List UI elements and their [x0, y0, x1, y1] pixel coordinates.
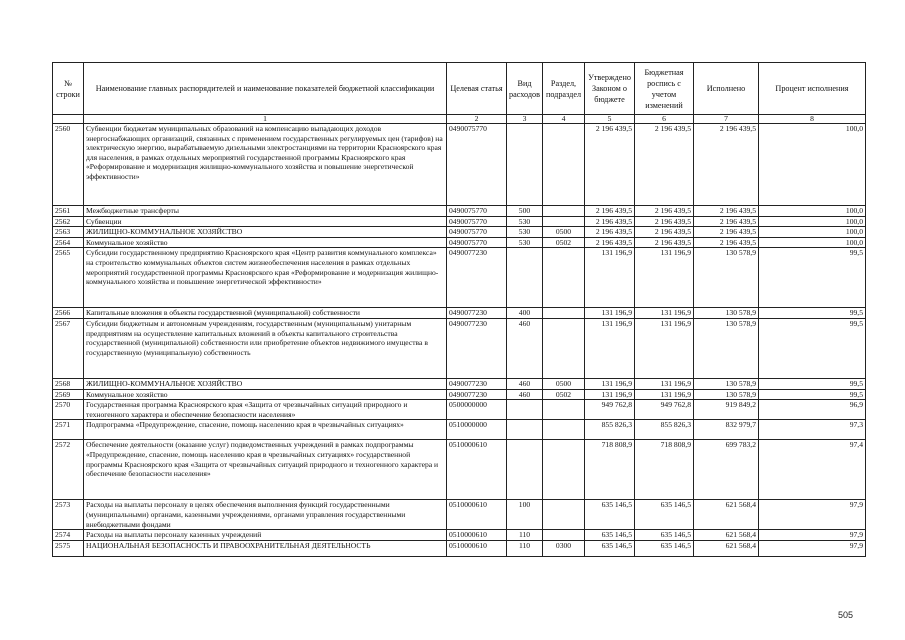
row-number: 2566: [53, 308, 84, 319]
row-percent: 99,5: [759, 378, 866, 389]
row-executed-amount: 2 196 439,5: [694, 124, 759, 206]
row-executed-amount: 621 568,4: [694, 540, 759, 556]
row-executed-amount: 2 196 439,5: [694, 206, 759, 217]
header-target-article: Целевая статья: [447, 63, 507, 115]
row-percent: 99,5: [759, 248, 866, 308]
table-row: [53, 389, 866, 400]
row-target-article: 0490077230: [447, 378, 507, 389]
row-expense-type: 110: [507, 540, 543, 556]
row-budget-amount: 131 196,9: [635, 318, 694, 378]
table-row: [53, 420, 866, 440]
row-number: 2565: [53, 248, 84, 308]
header-name: Наименование главных распорядителей и наименование показателей бюджетной классификации: [84, 63, 447, 115]
budget-table: [52, 62, 866, 557]
row-expense-type: 530: [507, 227, 543, 238]
row-approved-amount: 131 196,9: [585, 308, 635, 319]
row-approved-amount: 718 808,9: [585, 440, 635, 500]
row-approved-amount: 2 196 439,5: [585, 237, 635, 248]
row-executed-amount: 699 783,2: [694, 440, 759, 500]
row-expense-type: 530: [507, 237, 543, 248]
row-target-article: 0490077230: [447, 248, 507, 308]
row-number: 2568: [53, 378, 84, 389]
row-percent: 96,9: [759, 400, 866, 420]
row-number: 2561: [53, 206, 84, 217]
row-percent: 99,5: [759, 308, 866, 319]
header-percent: Процент исполнения: [759, 63, 866, 115]
row-executed-amount: 130 578,9: [694, 248, 759, 308]
row-approved-amount: 635 146,5: [585, 500, 635, 530]
row-executed-amount: 130 578,9: [694, 318, 759, 378]
row-name: Субсидии бюджетным и автономным учреждениям, государственным (муниципальным) унитарным предприятиям на осуществление капитальных вложений в объекты капитального строительства государственной (муниципальной) собственности или приобретение объектов недвижимого имущества в государственную (муниципальную) собственность: [84, 318, 447, 378]
row-name: Расходы на выплаты персоналу казенных учреждений: [84, 530, 447, 541]
row-number: 2571: [53, 420, 84, 440]
column-number: [53, 115, 84, 124]
row-approved-amount: 131 196,9: [585, 248, 635, 308]
row-approved-amount: 949 762,8: [585, 400, 635, 420]
row-percent: 99,5: [759, 389, 866, 400]
column-number: 1: [84, 115, 447, 124]
row-expense-type: [507, 420, 543, 440]
row-number: 2567: [53, 318, 84, 378]
row-budget-amount: 855 826,3: [635, 420, 694, 440]
row-target-article: 0510000000: [447, 420, 507, 440]
page-number: 505: [837, 610, 853, 620]
row-name: ЖИЛИЩНО-КОММУНАЛЬНОЕ ХОЗЯЙСТВО: [84, 378, 447, 389]
row-percent: 97,4: [759, 440, 866, 500]
row-approved-amount: 2 196 439,5: [585, 216, 635, 227]
row-budget-amount: 635 146,5: [635, 540, 694, 556]
row-percent: 100,0: [759, 227, 866, 238]
table-row: [53, 308, 866, 319]
row-number: 2575: [53, 540, 84, 556]
row-section: 0502: [543, 237, 585, 248]
column-number: 2: [447, 115, 507, 124]
row-section: [543, 216, 585, 227]
row-name: Государственная программа Красноярского края «Защита от чрезвычайных ситуаций природного и техногенного характера и обеспечение безопасности населения»: [84, 400, 447, 420]
row-expense-type: [507, 440, 543, 500]
row-budget-amount: 2 196 439,5: [635, 206, 694, 217]
row-budget-amount: 2 196 439,5: [635, 237, 694, 248]
row-approved-amount: 131 196,9: [585, 378, 635, 389]
column-number: 3: [507, 115, 543, 124]
column-number: 4: [543, 115, 585, 124]
row-approved-amount: 2 196 439,5: [585, 227, 635, 238]
row-percent: 97,3: [759, 420, 866, 440]
row-number: 2560: [53, 124, 84, 206]
row-name: ЖИЛИЩНО-КОММУНАЛЬНОЕ ХОЗЯЙСТВО: [84, 227, 447, 238]
row-target-article: 0500000000: [447, 400, 507, 420]
row-number: 2572: [53, 440, 84, 500]
row-executed-amount: 2 196 439,5: [694, 227, 759, 238]
row-name: Обеспечение деятельности (оказание услуг) подведомственных учреждений в рамках подпрограммы «Предупреждение, спасение, помощь населению края в чрезвычайных ситуациях» государственной программы Красноярского края «Защита от чрезвычайных ситуаций природного и техногенного характера и обеспечение безопасности населения»: [84, 440, 447, 500]
row-percent: 97,9: [759, 500, 866, 530]
row-section: [543, 318, 585, 378]
row-target-article: 0490075770: [447, 124, 507, 206]
row-number: 2563: [53, 227, 84, 238]
row-name: Коммунальное хозяйство: [84, 237, 447, 248]
row-executed-amount: 130 578,9: [694, 378, 759, 389]
row-budget-amount: 131 196,9: [635, 378, 694, 389]
row-budget-amount: 131 196,9: [635, 308, 694, 319]
row-expense-type: 400: [507, 308, 543, 319]
row-budget-amount: 635 146,5: [635, 530, 694, 541]
row-section: [543, 420, 585, 440]
row-expense-type: 460: [507, 378, 543, 389]
row-executed-amount: 2 196 439,5: [694, 237, 759, 248]
table-row: [53, 530, 866, 541]
row-expense-type: [507, 248, 543, 308]
row-executed-amount: 621 568,4: [694, 500, 759, 530]
row-budget-amount: 635 146,5: [635, 500, 694, 530]
row-section: [543, 400, 585, 420]
table-row: [53, 237, 866, 248]
table-row: [53, 216, 866, 227]
row-executed-amount: 130 578,9: [694, 308, 759, 319]
row-budget-amount: 949 762,8: [635, 400, 694, 420]
row-percent: 100,0: [759, 124, 866, 206]
row-target-article: 0490077230: [447, 308, 507, 319]
row-section: 0500: [543, 378, 585, 389]
table-row: [53, 500, 866, 530]
row-target-article: 0510000610: [447, 500, 507, 530]
row-approved-amount: 635 146,5: [585, 540, 635, 556]
row-percent: 100,0: [759, 206, 866, 217]
row-executed-amount: 2 196 439,5: [694, 216, 759, 227]
row-approved-amount: 2 196 439,5: [585, 206, 635, 217]
row-budget-amount: 2 196 439,5: [635, 124, 694, 206]
table-row: [53, 227, 866, 238]
table-row: [53, 440, 866, 500]
row-executed-amount: 621 568,4: [694, 530, 759, 541]
row-expense-type: 100: [507, 500, 543, 530]
row-approved-amount: 131 196,9: [585, 389, 635, 400]
row-name: Межбюджетные трансферты: [84, 206, 447, 217]
row-number: 2574: [53, 530, 84, 541]
table-row: [53, 318, 866, 378]
row-number: 2562: [53, 216, 84, 227]
column-number: 6: [635, 115, 694, 124]
header-row-number: № строки: [53, 63, 84, 115]
row-executed-amount: 832 979,7: [694, 420, 759, 440]
row-number: 2569: [53, 389, 84, 400]
row-budget-amount: 2 196 439,5: [635, 216, 694, 227]
row-number: 2564: [53, 237, 84, 248]
row-section: 0502: [543, 389, 585, 400]
row-number: 2570: [53, 400, 84, 420]
row-section: [543, 440, 585, 500]
row-approved-amount: 635 146,5: [585, 530, 635, 541]
row-executed-amount: 130 578,9: [694, 389, 759, 400]
row-target-article: 0490077230: [447, 389, 507, 400]
row-approved-amount: 855 826,3: [585, 420, 635, 440]
row-section: [543, 308, 585, 319]
table-row: [53, 248, 866, 308]
row-percent: 97,9: [759, 540, 866, 556]
row-target-article: 0510000610: [447, 530, 507, 541]
table-row: [53, 378, 866, 389]
row-target-article: 0510000610: [447, 440, 507, 500]
row-expense-type: 460: [507, 389, 543, 400]
table-row: [53, 124, 866, 206]
header-executed: Исполнено: [694, 63, 759, 115]
row-target-article: 0490075770: [447, 227, 507, 238]
row-section: [543, 124, 585, 206]
row-percent: 100,0: [759, 216, 866, 227]
column-number: 5: [585, 115, 635, 124]
row-section: [543, 248, 585, 308]
row-name: НАЦИОНАЛЬНАЯ БЕЗОПАСНОСТЬ И ПРАВООХРАНИТЕЛЬНАЯ ДЕЯТЕЛЬНОСТЬ: [84, 540, 447, 556]
row-target-article: 0490075770: [447, 237, 507, 248]
table-row: [53, 206, 866, 217]
row-target-article: 0490075770: [447, 206, 507, 217]
row-expense-type: 500: [507, 206, 543, 217]
row-expense-type: [507, 124, 543, 206]
row-number: 2573: [53, 500, 84, 530]
header-section: Раздел, подраздел: [543, 63, 585, 115]
row-section: [543, 206, 585, 217]
row-percent: 100,0: [759, 237, 866, 248]
header-expense-type: Вид расходов: [507, 63, 543, 115]
row-expense-type: 460: [507, 318, 543, 378]
header-budget-schedule: Бюджетная роспись с учетом изменений: [635, 63, 694, 115]
row-target-article: 0490075770: [447, 216, 507, 227]
row-name: Подпрограмма «Предупреждение, спасение, помощь населению края в чрезвычайных ситуациях»: [84, 420, 447, 440]
row-name: Капитальные вложения в объекты государственной (муниципальной) собственности: [84, 308, 447, 319]
row-expense-type: 530: [507, 216, 543, 227]
row-percent: 97,9: [759, 530, 866, 541]
row-section: 0500: [543, 227, 585, 238]
row-name: Коммунальное хозяйство: [84, 389, 447, 400]
row-expense-type: 110: [507, 530, 543, 541]
row-target-article: 0490077230: [447, 318, 507, 378]
row-expense-type: [507, 400, 543, 420]
row-target-article: 0510000610: [447, 540, 507, 556]
column-number: 7: [694, 115, 759, 124]
row-budget-amount: 131 196,9: [635, 389, 694, 400]
table-row: [53, 400, 866, 420]
table-row: [53, 540, 866, 556]
row-name: Субвенции: [84, 216, 447, 227]
row-name: Расходы на выплаты персоналу в целях обеспечения выполнения функций государственными (муниципальными) органами, казенными учреждениями, органами управления государственными внебюджетными фондами: [84, 500, 447, 530]
row-section: [543, 500, 585, 530]
row-section: [543, 530, 585, 541]
row-name: Субсидии государственному предприятию Красноярского края «Центр развития коммунального комплекса» на строительство коммунальных объектов систем жизнеобеспечения населения в рамках отдельных мероприятий государственной программы Красноярского края «Реформирование и модернизация жилищно-коммунального хозяйства и повышение энергетической эффективности»: [84, 248, 447, 308]
row-budget-amount: 2 196 439,5: [635, 227, 694, 238]
row-executed-amount: 919 849,2: [694, 400, 759, 420]
header-approved: Утверждено Законом о бюджете: [585, 63, 635, 115]
row-percent: 99,5: [759, 318, 866, 378]
column-number-row: [53, 115, 866, 124]
row-budget-amount: 718 808,9: [635, 440, 694, 500]
column-number: 8: [759, 115, 866, 124]
row-budget-amount: 131 196,9: [635, 248, 694, 308]
row-approved-amount: 2 196 439,5: [585, 124, 635, 206]
row-approved-amount: 131 196,9: [585, 318, 635, 378]
row-name: Субвенции бюджетам муниципальных образований на компенсацию выпадающих доходов энергоснабжающих организаций, связанных с применением государственных регулируемых цен (тарифов) на электрическую энергию, вырабатываемую дизельными электростанциями на территории Красноярского края для населения, в рамках отдельных мероприятий государственной программы Красноярского края «Реформирование и модернизация жилищно-коммунального хозяйства и повышение энергетической эффективности»: [84, 124, 447, 206]
row-section: 0300: [543, 540, 585, 556]
